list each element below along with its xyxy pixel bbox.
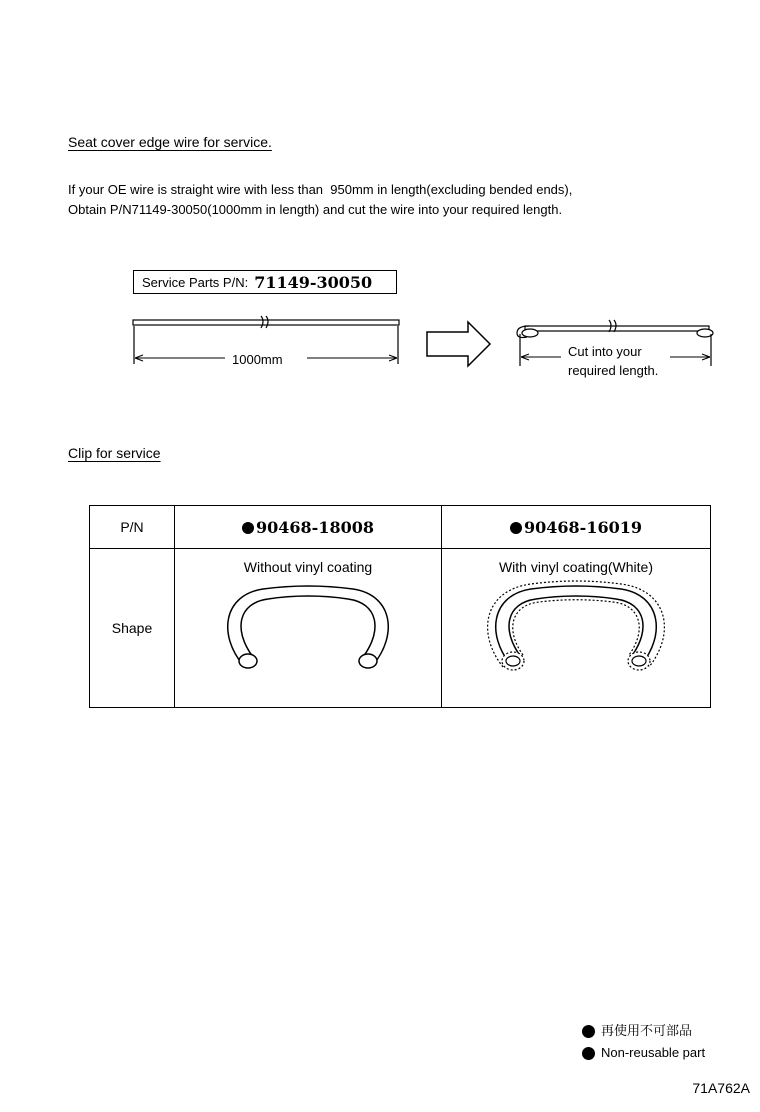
shape-desc-2: With vinyl coating(White) [498, 559, 654, 575]
part-number-2: 90468-16019 [442, 506, 711, 549]
clip-coated-icon [481, 575, 671, 680]
instruction-line-2: Obtain P/N71149-30050(1000mm in length) and cut the wire into your required length. [68, 202, 563, 217]
arrow-right-icon [427, 322, 490, 366]
service-part-number: 71149-30050 [254, 272, 373, 292]
cut-line-1: Cut into your [568, 344, 642, 359]
clip-table [89, 505, 711, 708]
legend-jp: 再使用不可部品 [601, 1023, 693, 1038]
cut-line-2: required length. [568, 363, 659, 378]
instruction-text [68, 180, 572, 220]
figure-code: 71A762A [692, 1080, 750, 1096]
legend-row-jp [582, 1020, 705, 1042]
non-reusable-dot-icon [242, 522, 254, 534]
shape-cell-1 [175, 549, 442, 708]
shape-header: Shape [90, 549, 175, 708]
clip-uncoated-icon [213, 575, 403, 680]
non-reusable-dot-icon [582, 1047, 595, 1060]
non-reusable-dot-icon [510, 522, 522, 534]
instruction-line-1: If your OE wire is straight wire with less than 950mm in length(excluding bended ends), [68, 182, 573, 197]
section-heading-edge-wire: Seat cover edge wire for service. [68, 134, 272, 150]
shape-cell-2 [442, 549, 711, 708]
service-part-box [133, 270, 397, 294]
section-heading-clip: Clip for service [68, 445, 161, 461]
cut-instruction [568, 342, 658, 380]
shape-desc-1: Without vinyl coating [243, 559, 373, 575]
service-part-label: Service Parts P/N: [142, 274, 249, 290]
part-number-1: 90468-18008 [175, 506, 442, 549]
length-label: 1000mm [232, 352, 283, 367]
legend [582, 1020, 705, 1064]
legend-row-en [582, 1042, 705, 1064]
pn-header: P/N [90, 506, 175, 549]
legend-en: Non-reusable part [601, 1045, 706, 1060]
non-reusable-dot-icon [582, 1025, 595, 1038]
